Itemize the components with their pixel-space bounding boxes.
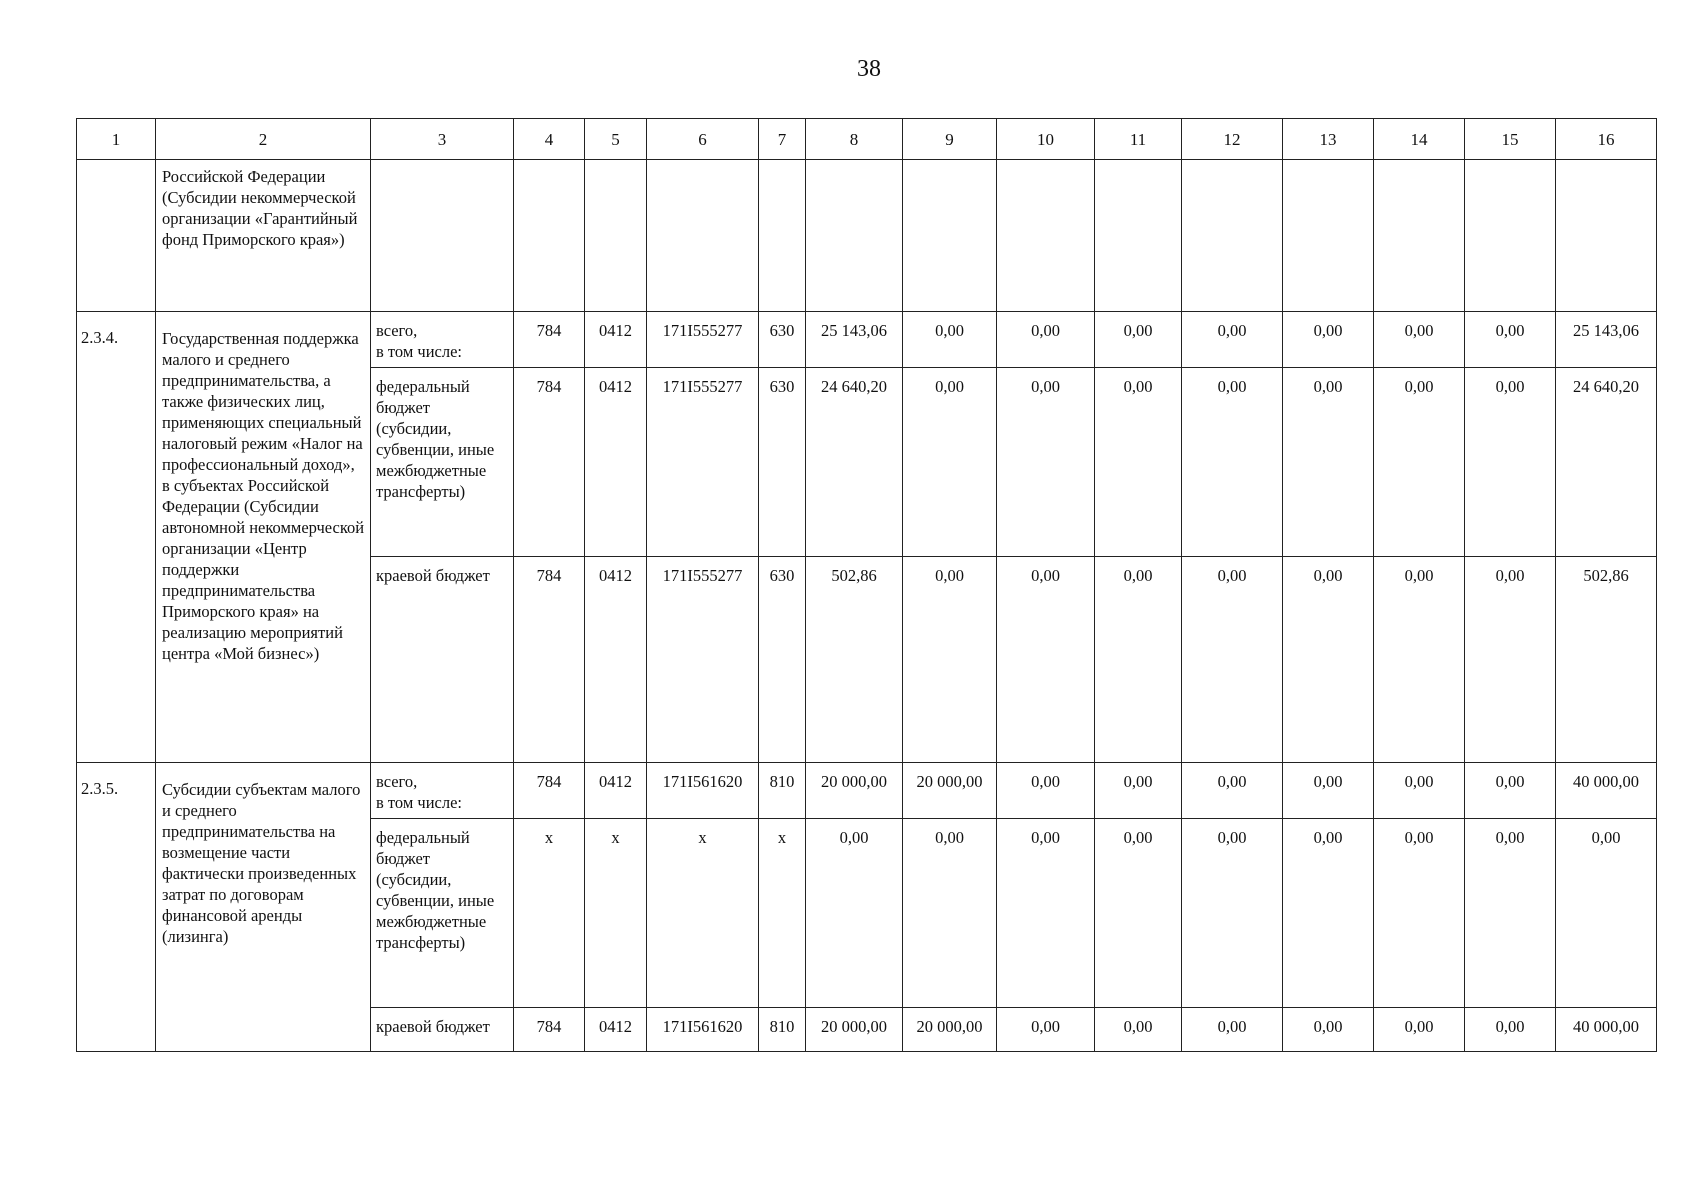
value-cell-c4: 784 — [514, 763, 585, 819]
value-cell-c16: 24 640,20 — [1556, 368, 1657, 557]
item-name: Субсидии субъектам малого и среднего предпринимательства на возмещение части фактически произведенных затрат по договорам финансовой аренды (лизинга) — [156, 763, 371, 1052]
page-number: 38 — [857, 56, 881, 82]
column-header: 15 — [1465, 119, 1556, 160]
value-cell-c12: 0,00 — [1182, 557, 1283, 763]
value-cell-c14: 0,00 — [1374, 1008, 1465, 1052]
column-header: 12 — [1182, 119, 1283, 160]
value-cell-c10: 0,00 — [997, 312, 1095, 368]
value-cell-c7: x — [759, 819, 806, 1008]
funding-source: всего, в том числе: — [371, 763, 514, 819]
value-cell-c12: 0,00 — [1182, 312, 1283, 368]
value-cell-c11: 0,00 — [1095, 312, 1182, 368]
value-cell-c16: 40 000,00 — [1556, 1008, 1657, 1052]
column-header: 6 — [647, 119, 759, 160]
value-cell-c14: 0,00 — [1374, 819, 1465, 1008]
column-header: 3 — [371, 119, 514, 160]
column-header: 7 — [759, 119, 806, 160]
value-cell-c15: 0,00 — [1465, 557, 1556, 763]
value-cell-c12: 0,00 — [1182, 1008, 1283, 1052]
continuation-row — [77, 160, 1657, 312]
column-header: 8 — [806, 119, 903, 160]
value-cell-c14: 0,00 — [1374, 557, 1465, 763]
value-cell-c8: 24 640,20 — [806, 368, 903, 557]
value-cell-c7: 630 — [759, 557, 806, 763]
value-cell-c5: x — [585, 819, 647, 1008]
funding-source: федеральный бюджет (субсидии, субвенции, иные межбюджетные трансферты) — [371, 368, 514, 557]
value-cell-c9: 0,00 — [903, 819, 997, 1008]
continuation-text: Российской Федерации (Субсидии некоммерческой организации «Гарантийный фонд Приморского края») — [156, 160, 371, 312]
value-cell-c13: 0,00 — [1283, 819, 1374, 1008]
value-cell-c10: 0,00 — [997, 368, 1095, 557]
budget-table — [76, 118, 1657, 1052]
value-cell-c8: 20 000,00 — [806, 1008, 903, 1052]
value-cell-c14: 0,00 — [1374, 763, 1465, 819]
value-cell-c12: 0,00 — [1182, 368, 1283, 557]
value-cell-c10: 0,00 — [997, 1008, 1095, 1052]
value-cell-c5: 0412 — [585, 368, 647, 557]
funding-source: краевой бюджет — [371, 1008, 514, 1052]
column-header: 2 — [156, 119, 371, 160]
value-cell-c15: 0,00 — [1465, 763, 1556, 819]
funding-source: всего, в том числе: — [371, 312, 514, 368]
value-cell-c4: 784 — [514, 557, 585, 763]
column-header: 14 — [1374, 119, 1465, 160]
value-cell-c5: 0412 — [585, 312, 647, 368]
value-cell-c4: 784 — [514, 312, 585, 368]
value-cell-c6: x — [647, 819, 759, 1008]
value-cell-c15: 0,00 — [1465, 312, 1556, 368]
value-cell-c13: 0,00 — [1283, 312, 1374, 368]
value-cell-c5: 0412 — [585, 1008, 647, 1052]
value-cell-c12: 0,00 — [1182, 763, 1283, 819]
value-cell-c5: 0412 — [585, 557, 647, 763]
value-cell-c9: 20 000,00 — [903, 763, 997, 819]
value-cell-c7: 630 — [759, 312, 806, 368]
value-cell-c6: 171I555277 — [647, 557, 759, 763]
value-cell-c15: 0,00 — [1465, 819, 1556, 1008]
value-cell-c8: 20 000,00 — [806, 763, 903, 819]
funding-source: краевой бюджет — [371, 557, 514, 763]
value-cell-c15: 0,00 — [1465, 368, 1556, 557]
value-cell-c14: 0,00 — [1374, 368, 1465, 557]
column-header: 5 — [585, 119, 647, 160]
value-cell-c11: 0,00 — [1095, 819, 1182, 1008]
value-cell-c9: 0,00 — [903, 312, 997, 368]
value-cell-c16: 25 143,06 — [1556, 312, 1657, 368]
value-cell-c6: 171I561620 — [647, 763, 759, 819]
column-header: 16 — [1556, 119, 1657, 160]
funding-source: федеральный бюджет (субсидии, субвенции, иные межбюджетные трансферты) — [371, 819, 514, 1008]
value-cell-c6: 171I561620 — [647, 1008, 759, 1052]
value-cell-c7: 810 — [759, 763, 806, 819]
value-cell-c6: 171I555277 — [647, 312, 759, 368]
column-header: 9 — [903, 119, 997, 160]
column-header: 10 — [997, 119, 1095, 160]
column-header: 11 — [1095, 119, 1182, 160]
value-cell-c16: 0,00 — [1556, 819, 1657, 1008]
value-cell-c11: 0,00 — [1095, 557, 1182, 763]
value-cell-c14: 0,00 — [1374, 312, 1465, 368]
value-cell-c5: 0412 — [585, 763, 647, 819]
column-header: 1 — [77, 119, 156, 160]
value-cell-c8: 0,00 — [806, 819, 903, 1008]
value-cell-c11: 0,00 — [1095, 763, 1182, 819]
column-number-row — [77, 119, 1657, 160]
value-cell-c13: 0,00 — [1283, 763, 1374, 819]
value-cell-c9: 0,00 — [903, 368, 997, 557]
item-code: 2.3.4. — [77, 312, 156, 763]
value-cell-c8: 502,86 — [806, 557, 903, 763]
value-cell-c8: 25 143,06 — [806, 312, 903, 368]
table-row — [77, 763, 1657, 819]
value-cell-c9: 0,00 — [903, 557, 997, 763]
item-name: Государственная поддержка малого и среднего предпринимательства, а также физических лиц, применяющих специальный налоговый режим «Налог на профессиональный доход», в субъектах Российской Федерации (Субсидии автономной некоммерческой организации «Центр поддержки предпринимательства Приморского края» на реализацию мероприятий центра «Мой бизнес») — [156, 312, 371, 763]
value-cell-c13: 0,00 — [1283, 1008, 1374, 1052]
value-cell-c10: 0,00 — [997, 763, 1095, 819]
value-cell-c7: 630 — [759, 368, 806, 557]
items-body — [77, 312, 1657, 1052]
value-cell-c10: 0,00 — [997, 557, 1095, 763]
value-cell-c16: 502,86 — [1556, 557, 1657, 763]
column-header: 4 — [514, 119, 585, 160]
value-cell-c6: 171I555277 — [647, 368, 759, 557]
item-code: 2.3.5. — [77, 763, 156, 1052]
value-cell-c15: 0,00 — [1465, 1008, 1556, 1052]
value-cell-c16: 40 000,00 — [1556, 763, 1657, 819]
table-row — [77, 312, 1657, 368]
value-cell-c7: 810 — [759, 1008, 806, 1052]
value-cell-c11: 0,00 — [1095, 1008, 1182, 1052]
value-cell-c11: 0,00 — [1095, 368, 1182, 557]
value-cell-c4: 784 — [514, 368, 585, 557]
column-header: 13 — [1283, 119, 1374, 160]
value-cell-c4: x — [514, 819, 585, 1008]
value-cell-c4: 784 — [514, 1008, 585, 1052]
value-cell-c13: 0,00 — [1283, 368, 1374, 557]
value-cell-c9: 20 000,00 — [903, 1008, 997, 1052]
value-cell-c13: 0,00 — [1283, 557, 1374, 763]
value-cell-c12: 0,00 — [1182, 819, 1283, 1008]
value-cell-c10: 0,00 — [997, 819, 1095, 1008]
